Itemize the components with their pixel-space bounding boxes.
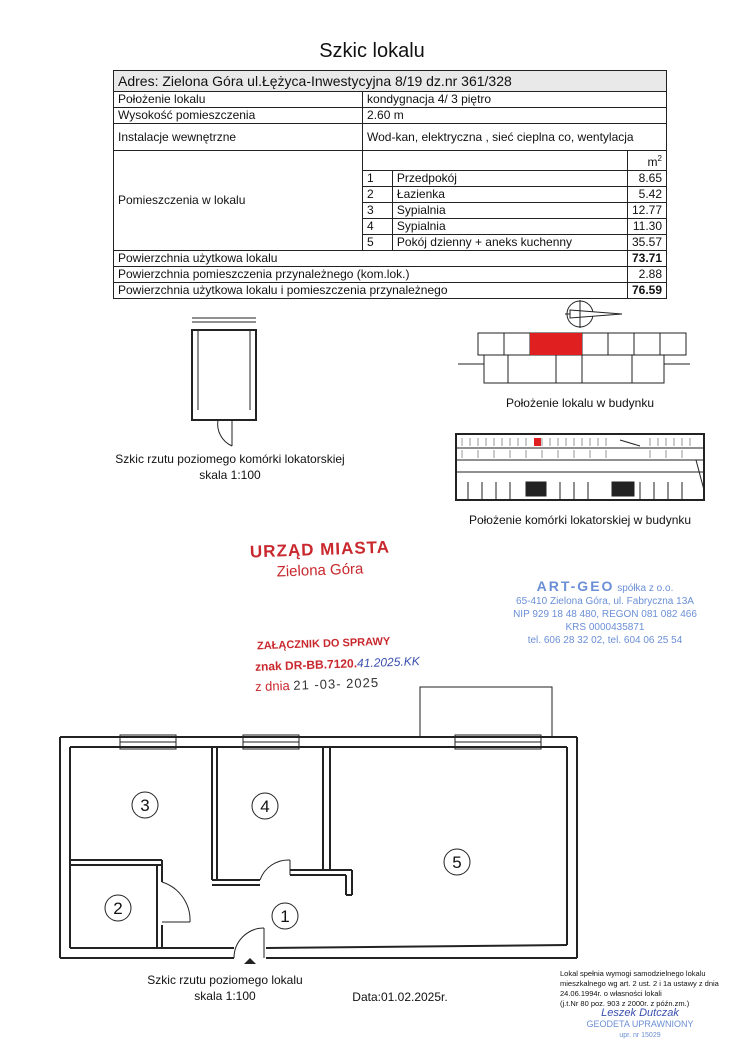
office-stamp-line1: URZĄD MIASTA — [249, 537, 391, 562]
attachment-stamp-line1: ZAŁĄCZNIK DO SPRAWY — [256, 635, 391, 653]
building-position-caption: Położenie lokalu w budynku — [505, 396, 655, 410]
unit-scale: skala 1:100 — [194, 989, 256, 1003]
room-row: 5 Pokój dzienny + aneks kuchenny 35.57 — [114, 235, 667, 251]
storage-sketch-caption: Szkic rzutu poziomego komórki lokatorskiej — [115, 452, 345, 466]
room-2-label: 2 — [113, 899, 123, 918]
page-title: Szkic lokalu — [319, 40, 425, 62]
total-row: Powierzchnia użytkowa lokalu 73.71 — [114, 251, 667, 267]
rooms-label: Pomieszczenia w lokalu — [114, 151, 363, 251]
unit-floor-plan — [60, 737, 577, 958]
unit-highlight — [530, 333, 582, 355]
unit-m2: $m^2$ — [627, 151, 666, 171]
balcony — [420, 687, 552, 737]
doors — [162, 860, 290, 958]
unit-sketch-caption: Szkic rzutu poziomego lokalu — [147, 973, 303, 987]
room-row: 1 Przedpokój 8.65 — [114, 171, 667, 187]
attachment-stamp-line2: znak DR-BB.7120.41.2025.KK — [254, 654, 420, 674]
storage-scale: skala 1:100 — [199, 468, 261, 482]
total-row: Powierzchnia użytkowa lokalu i pomieszczenia przynależnego 76.59 — [114, 283, 667, 299]
office-stamp-line2: Zielona Góra — [276, 560, 364, 581]
room-5-label: 5 — [452, 853, 462, 872]
date: Data:01.02.2025r. — [352, 990, 448, 1004]
room-row: 2 Łazienka 5.42 — [114, 187, 667, 203]
storage-position-diagram — [456, 434, 704, 500]
entrance-arrow-icon — [244, 958, 256, 964]
signature-stamp: Leszek Dutczak GEODETA UPRAWNIONY upr. nr 15029 — [586, 1007, 694, 1039]
company-stamp: ART-GEO spółka z o.o. 65-410 Zielona Góra, ul. Fabryczna 13A NIP 929 18 48 480, REGON 081 082 466 KRS 0000435871 tel. 606 28 32 02, tel. 604 06 25 54 — [513, 578, 697, 646]
address: Adres: Zielona Góra ul.Łężyca-Inwestycyjna 8/19 dz.nr 361/328 — [114, 71, 667, 92]
legal-note: Lokal spełnia wymogi samodzielnego lokalu mieszkalnego wg art. 2 ust. 2 i 1a ustawy z dnia 24.06.1994r. o własności lokali (j.t.Nr 80 poz. 903 z 2000r. z późn.zm.) — [560, 969, 719, 1008]
location-value: kondygnacja 4/ 3 piętro — [363, 92, 667, 108]
attachment-stamp-line3: z dnia 21 -03- 2025 — [254, 674, 380, 695]
room-3-label: 3 — [140, 796, 150, 815]
storage-cell-sketch — [192, 318, 256, 446]
room-1-label: 1 — [280, 907, 290, 926]
storage-position-caption: Położenie komórki lokatorskiej w budynku — [468, 513, 692, 527]
installations-label: Instalacje wewnętrzne — [114, 124, 363, 151]
storage-highlight — [534, 438, 541, 446]
compass-icon — [565, 300, 622, 328]
height-value: 2.60 m — [363, 108, 667, 124]
room-4-label: 4 — [260, 797, 270, 816]
location-label: Położenie lokalu — [114, 92, 363, 108]
room-row: 3 Sypialnia 12.77 — [114, 203, 667, 219]
height-label: Wysokość pomieszczenia — [114, 108, 363, 124]
installations-value: Wod-kan, elektryczna , sieć cieplna co, wentylacja — [363, 124, 667, 151]
total-row: Powierzchnia pomieszczenia przynależnego (kom.lok.) 2.88 — [114, 267, 667, 283]
room-row: 4 Sypialnia 11.30 — [114, 219, 667, 235]
